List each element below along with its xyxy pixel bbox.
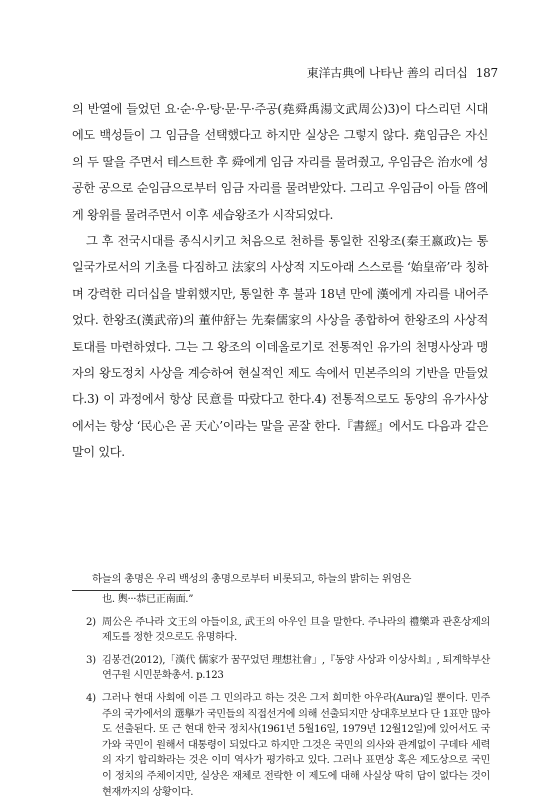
footnote-3	[72, 653, 490, 684]
header-title: 東洋古典에 나타난 善의 리더십	[306, 66, 468, 80]
page-number: 187	[475, 66, 498, 80]
footnote-continuation	[72, 592, 490, 608]
footnote-text: 周公은 주나라 文王의 아들이요, 武王의 아우인 旦을 말한다. 주나라의 禮樂과 관혼상제의 제도를 정한 것으로도 유명하다.	[102, 616, 490, 644]
footnotes	[72, 592, 490, 807]
main-text	[72, 96, 488, 466]
footnote-number: 3)	[86, 654, 96, 666]
paragraph-2: 그 후 전국시대를 종식시키고 처음으로 천하를 통일한 진왕조(秦王嬴政)는 통일국가로서의 기초를 다짐하고 法家의 사상적 지도아래 스스로를 ‘始皇帝’라 칭하며 강력한 리더십을 발휘했지만, 통일한 후 불과 18년 만에 漢에게 자리를 내어주었다. 한왕조(漢武帝)의 董仲舒는 先秦儒家의 사상을 종합하여 한왕조의 사상적 토대를 마련하였다. 그는 그 왕조의 이데올로기로 전통적인 유가의 천명사상과 맹자의 왕도정치 사상을 계승하여 현실적인 제도 속에서 민본주의의 기반을 만들었다.3) 이 과정에서 항상 民意를 따랐다고 한다.4) 전통적으로도 동양의 유가사상에서는 항상 ‘民心은 곧 天心’이라는 말을 곧잘 한다.『書經』에서도 다음과 같은 말이 있다.	[72, 234, 488, 460]
footnote-2	[72, 615, 490, 646]
running-header	[0, 64, 498, 81]
footnote-number: 2)	[86, 616, 96, 628]
paragraph-1: 의 반열에 들었던 요·순·우·탕·문·무·주공(堯舜禹湯文武周公)3)이 다스리던 시대에도 백성들이 그 임금을 선택했다고 하지만 실상은 그렇지 않다. 堯임금은 자신의 두 딸을 주면서 테스트한 후 舜에게 임금 자리를 물려줬고, 우임금은 治水에 성공한 공으로 순임금으로부터 임금 자리를 물려받았다. 그리고 우임금이 아들 啓에게 왕위를 물려주면서 이후 세습왕조가 시작되었다.	[72, 102, 488, 222]
footnote-text: 也. 輿···恭已正南面.”	[102, 594, 194, 605]
footnote-text: 김봉건(2012),「漢代 儒家가 꿈꾸었던 理想社會」,『동양 사상과 이상사회』, 퇴계학부산연구원 시민문화총서. p.123	[102, 654, 490, 682]
footnote-separator	[72, 590, 190, 591]
block-quote: 하늘의 총명은 우리 백성의 총명으로부터 비롯되고, 하늘의 밝히는 위엄은	[92, 573, 412, 585]
footnote-text: 그러나 현대 사회에 이른 그 민의라고 하는 것은 그저 희미한 아우라(Aura)일 뿐이다. 민주주의 국가에서의 選擧가 국민들의 직접선거에 의해 선출되지만 상대후보보다 단 1표만 많아도 선출된다. 또 근 현대 한국 정치사(1961년 5월16일, 1979년 12월12일)에 있어서도 국가와 국민이 원해서 대통령이 되었다고 하지만 그것은 국민의 의사와 관계없이 구데타 세력의 자기 합리화라는 것은 이미 역사가 평가하고 있다. 그러나 표면상 혹은 제도상으로 국민이 정치의 주체이지만, 실상은 재체로 전락한 이 제도에 대해 사실상 딱히 답이 없다는 것이 현재까지의 상황이다.	[102, 692, 490, 798]
footnote-4	[72, 691, 490, 800]
footnote-number: 4)	[86, 692, 96, 704]
